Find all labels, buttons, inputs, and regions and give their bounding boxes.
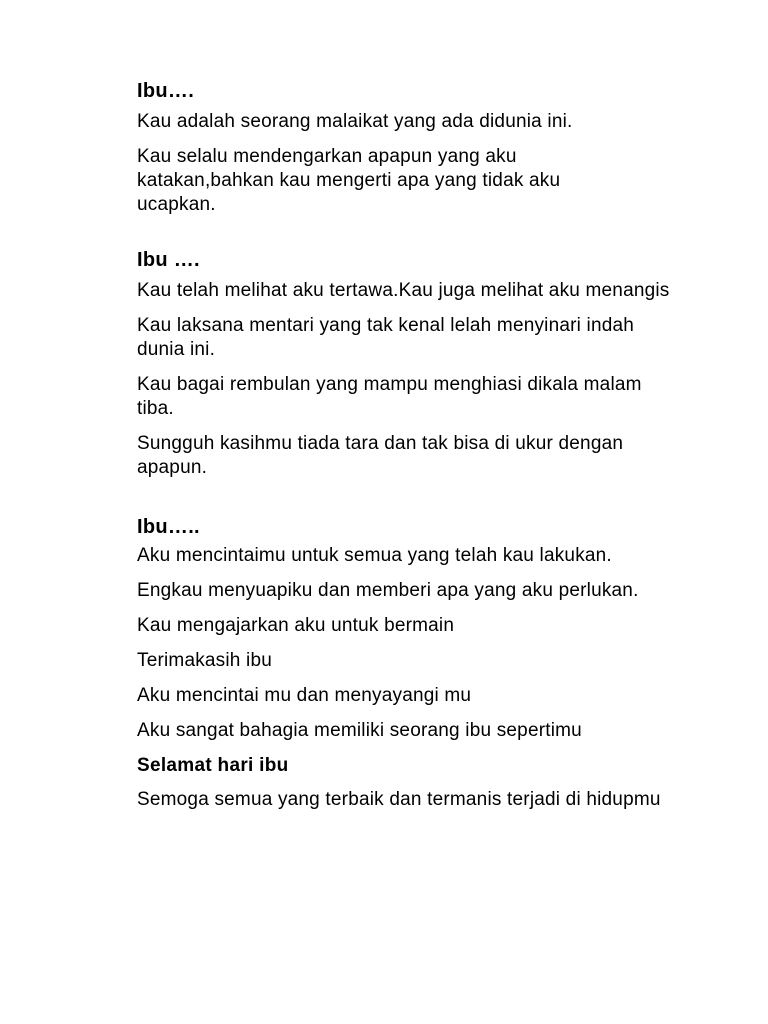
closing-heading: Selamat hari ibu (137, 755, 289, 776)
poem-line: Aku mencintaimu untuk semua yang telah kau lakukan. (137, 545, 612, 566)
poem-line: Aku sangat bahagia memiliki seorang ibu sepertimu (137, 720, 582, 741)
poem-line: Sungguh kasihmu tiada tara dan tak bisa di ukur dengan apapun. (137, 433, 624, 478)
closing-line: Semoga semua yang terbaik dan termanis terjadi di hidupmu (137, 789, 661, 810)
poem-line: Kau selalu mendengarkan apapun yang aku katakan,bahkan kau mengerti apa yang tidak aku ucapkan. (137, 146, 561, 215)
poem-line: Terimakasih ibu (137, 650, 272, 671)
section-heading: Ibu…. (137, 80, 195, 102)
section-heading: Ibu….. (137, 516, 200, 538)
poem-line: Kau telah melihat aku tertawa.Kau juga melihat aku menangis (137, 280, 670, 301)
poem-line: Kau bagai rembulan yang mampu menghiasi dikala malam tiba. (137, 374, 642, 419)
poem-section-1 (137, 78, 737, 217)
section-heading: Ibu …. (137, 249, 200, 271)
poem-line: Aku mencintai mu dan menyayangi mu (137, 685, 472, 706)
poem-line: Engkau menyuapiku dan memberi apa yang aku perlukan. (137, 580, 639, 601)
document-page (137, 78, 737, 823)
poem-section-2 (137, 247, 737, 480)
poem-line: Kau mengajarkan aku untuk bermain (137, 615, 455, 636)
poem-section-3 (137, 514, 737, 812)
poem-line: Kau laksana mentari yang tak kenal lelah menyinari indah dunia ini. (137, 315, 635, 360)
poem-line: Kau adalah seorang malaikat yang ada didunia ini. (137, 111, 573, 132)
